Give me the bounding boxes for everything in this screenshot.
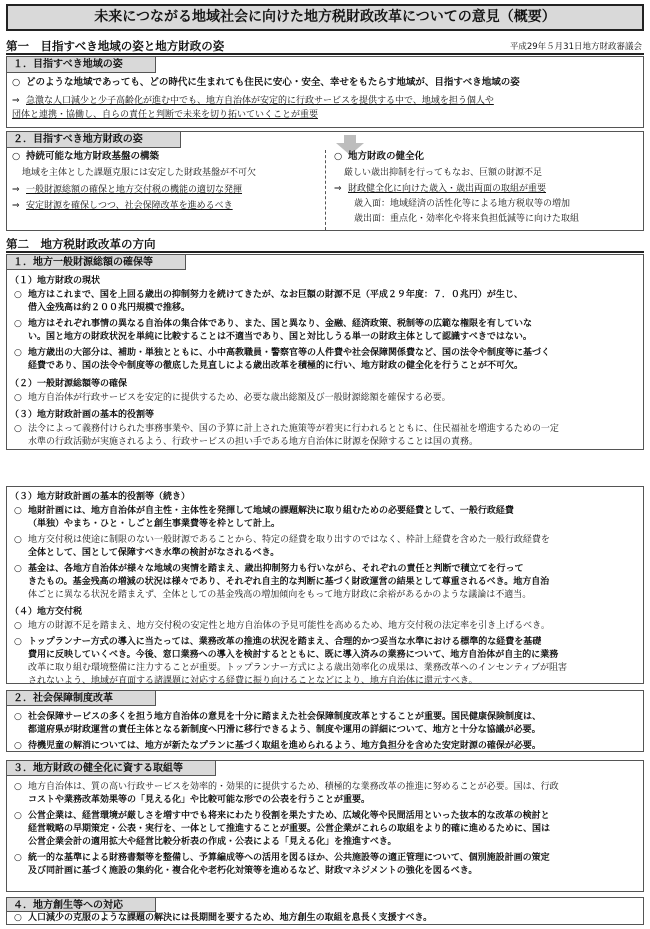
section-header: １．地方一般財源総額の確保等 bbox=[6, 254, 186, 270]
bullet-paragraph-cont: 経費であり、国の法令や制度等の徹底した見直しによる歳出改革を積極的に行い、地方財政の健全化を行うことが不可欠。 bbox=[28, 361, 524, 371]
bullet-paragraph-cont: 及び同計画に基づく施設の集約化・複合化や老朽化対策等を進めるなど、財政マネジメントの強化を図るべき。 bbox=[28, 866, 478, 876]
part2-heading: 第二 地方税財政改革の方向 bbox=[6, 237, 156, 251]
bullet-paragraph-cont: コストや業務改革効果等の「見える化」や比較可能な形での公表を行うことが重要。 bbox=[28, 795, 371, 805]
arrow-paragraph: ⇒ 急激な人口減少と少子高齢化が進む中でも、地方自治体が安定的に行政サービスを提供する中で、地域を担う個人や bbox=[12, 96, 494, 106]
right-line: 歳入面：地域経済の活性化等による地方税収等の増加 bbox=[354, 199, 571, 209]
divider bbox=[6, 53, 644, 55]
left-line: 地域を主体とした課題克服には安定した財政基盤が不可欠 bbox=[22, 168, 257, 178]
section-header: ２．社会保障制度改革 bbox=[6, 690, 156, 706]
bullet-paragraph-cont: 水準の行政活動が実施されるよう、行政サービスの担い手である地方自治体に財源を保障することは国の責務。 bbox=[28, 437, 479, 447]
section-header: １．目指すべき地域の姿 bbox=[6, 56, 156, 73]
bullet-paragraph-cont: 全体として、国として保障すべき水準の検討がなされるべき。 bbox=[28, 548, 280, 558]
date-label: 平成29年５月31日地方財政審議会 bbox=[509, 42, 642, 52]
left-arrow-line: ⇒ 一般財源総額の確保と地方交付税の機能の適切な発揮 bbox=[12, 185, 243, 195]
bullet-paragraph-cont: 都道府県が財政運営の責任主体となる新制度へ円滑に移行できるよう、制度や運用の詳細について、地方と十分な協議が必要。 bbox=[28, 725, 541, 735]
right-arrow-line: ⇒ 財政健全化に向けた歳入・歳出両面の取組が重要 bbox=[334, 184, 547, 194]
bullet-paragraph: ○ 地方歳出の大部分は、補助・単独とともに、小中高教職員・警察官等の人件費や社会保障関係費など、国の法令や制度等に基づく bbox=[14, 348, 551, 358]
bullet-paragraph-cont: 費用に反映していくべき。今後、窓口業務への導入を検討するとともに、既に導入済みの業務について、地方自治体が自主的に業務 bbox=[28, 650, 559, 660]
bullet-paragraph: ○ 法令によって義務付けられた事務事業や、国の予算に計上された施策等が着実に行われるとともに、住民福祉を増進するための一定 bbox=[14, 424, 559, 434]
bullet-paragraph: ○ 地方はこれまで、国を上回る歳出の抑制努力を続けてきたが、なお巨額の財源不足（平成２９年度：７．０兆円）が生じ、 bbox=[14, 290, 523, 300]
down-arrow-icon bbox=[344, 135, 356, 143]
divider bbox=[6, 251, 644, 253]
column-divider bbox=[325, 150, 326, 230]
bullet-paragraph: ○ 人口減少の克服のような課題の解決には長期間を要するため、地方創生の取組を息長く支援すべき。 bbox=[14, 913, 433, 923]
bullet-paragraph: ○ 地方自治体は、質の高い行政サービスを効率的・効果的に提供するため、積極的な業務改革の推進に努めることが必要。国は、行政 bbox=[14, 782, 559, 792]
bullet-paragraph-cont: されないよう、地域が直面する諸課題に対応する経費に振り向けることなどにより、地方自治体に還元すべき。 bbox=[28, 676, 478, 686]
subheading: （２）一般財源総額等の確保 bbox=[10, 379, 128, 389]
bullet-paragraph: ○ 社会保障サービスの多くを担う地方自治体の意見を十分に踏まえた社会保障制度改革とすることが重要。国民健康保険制度は、 bbox=[14, 712, 542, 722]
bullet-paragraph-cont: きたもの。基金残高の増減の状況は様々であり、それぞれ自主的な判断に基づく財政運営の結果として尊重されるべき。地方自治 bbox=[28, 577, 550, 587]
bullet-paragraph-cont: 改革に取り組む環境整備に注力することが重要。トップランナー方式による歳出効率化の成果は、業務改革へのインセンティブが阻害 bbox=[28, 663, 568, 673]
bullet-paragraph: ○ 地方はそれぞれ事情の異なる自治体の集合体であり、また、国と異なり、金融、経済政策、税制等の広範な権限を有していな bbox=[14, 319, 533, 329]
bullet-paragraph: ○ どのような地域であっても、どの時代に生まれても住民に安心・安全、幸せをもたらす地域が、目指すべき地域の姿 bbox=[12, 77, 520, 88]
bullet-paragraph-cont: い。国と地方の財政状況を単純に比較することは不適当であり、国と対比しうる単一の財政主体として認識すべきではない。 bbox=[28, 332, 532, 342]
subheading: （３）地方財政計画の基本的役割等（続き） bbox=[10, 492, 191, 502]
right-line: 厳しい歳出抑制を行ってもなお、巨額の財源不足 bbox=[344, 168, 543, 178]
left-title: ○ 持続可能な地方財政基盤の構築 bbox=[12, 151, 160, 162]
subheading: （１）地方財政の現状 bbox=[10, 276, 101, 286]
bullet-paragraph: ○ 基金は、各地方自治体が様々な地域の実情を踏まえ、歳出抑制努力も行いながら、それぞれの責任と判断で積立てを行って bbox=[14, 564, 524, 574]
bullet-paragraph-cont: （単独）やまち・ひと・しごと創生事業費等を枠として計上。 bbox=[28, 519, 281, 529]
bullet-paragraph: ○ 地方自治体が行政サービスを安定的に提供するため、必要な歳出総額及び一般財源総額を確保する必要。 bbox=[14, 393, 451, 403]
subheading: （３）地方財政計画の基本的役割等 bbox=[10, 410, 155, 420]
bullet-paragraph: ○ 地財計画には、地方自治体が自主性・主体性を発揮して地域の課題解決に取り組むための必要経費として、一般行政経費 bbox=[14, 506, 514, 516]
bullet-paragraph: ○ 統一的な基準による財務書類等を整備し、予算編成等への活用を図るほか、公共施設等の適正管理について、個別施設計画の策定 bbox=[14, 853, 550, 863]
right-line: 歳出面：重点化・効率化や将来負担低減等に向けた取組 bbox=[354, 214, 580, 224]
bullet-paragraph-cont: 経営戦略の早期策定・公表・実行を、一体として推進することが重要。公営企業がこれらの取組をより的確に進めるために、国は bbox=[28, 824, 551, 834]
right-title: ○ 地方財政の健全化 bbox=[334, 151, 425, 162]
section-header: ２．目指すべき地方財政の姿 bbox=[6, 131, 181, 148]
bullet-paragraph: ○ 公営企業は、経営環境が厳しさを増す中でも将来にわたり役割を果たすため、広域化等や民間活用といった抜本的な改革の検討と bbox=[14, 811, 550, 821]
bullet-paragraph: ○ 地方の財源不足を踏まえ、地方交付税の安定性と地方自治体の予見可能性を高めるため、地方交付税の法定率を引き上げるべき。 bbox=[14, 621, 550, 631]
section-header: ４．地方創生等への対応 bbox=[6, 897, 156, 912]
bullet-paragraph: ○ トップランナー方式の導入に当たっては、業務改革の推進の状況を踏まえ、合理的かつ妥当な水準における標準的な経費を基礎 bbox=[14, 637, 542, 647]
subheading: （４）地方交付税 bbox=[10, 607, 83, 617]
section-header: ３．地方財政の健全化に資する取組等 bbox=[6, 760, 216, 776]
bullet-paragraph: ○ 地方交付税は使途に制限のない一般財源であることから、特定の経費を取り出すのではなく、枠計上経費を含めた一般行政経費を bbox=[14, 535, 550, 545]
bullet-paragraph-cont: 体ごとに異なる状況を踏まえず、全体としての基金残高の増加傾向をもって地方財政に余裕があるかのような議論は不適当。 bbox=[28, 590, 532, 600]
arrow-paragraph-cont: 団体と連携・協働し、自らの責任と判断で未来を切り拓いていくことが重要 bbox=[12, 110, 319, 120]
bullet-paragraph: ○ 待機児童の解消については、地方が新たなプランに基づく取組を進められるよう、地方負担分を含めた安定財源の確保が必要。 bbox=[14, 741, 541, 751]
bullet-paragraph-cont: 公営企業会計の適用拡大や経営比較分析表の作成・公表による「見える化」を推進すべき。 bbox=[28, 837, 397, 847]
left-arrow-line: ⇒ 安定財源を確保しつつ、社会保障改革を進めるべき bbox=[12, 201, 233, 211]
part1-heading: 第一 目指すべき地域の姿と地方財政の姿 bbox=[6, 39, 225, 53]
bullet-paragraph-cont: 借入金残高は約２００兆円規模で推移。 bbox=[28, 303, 191, 313]
page-title: 未来につながる地域社会に向けた地方税財政改革についての意見（概要） bbox=[6, 4, 644, 31]
